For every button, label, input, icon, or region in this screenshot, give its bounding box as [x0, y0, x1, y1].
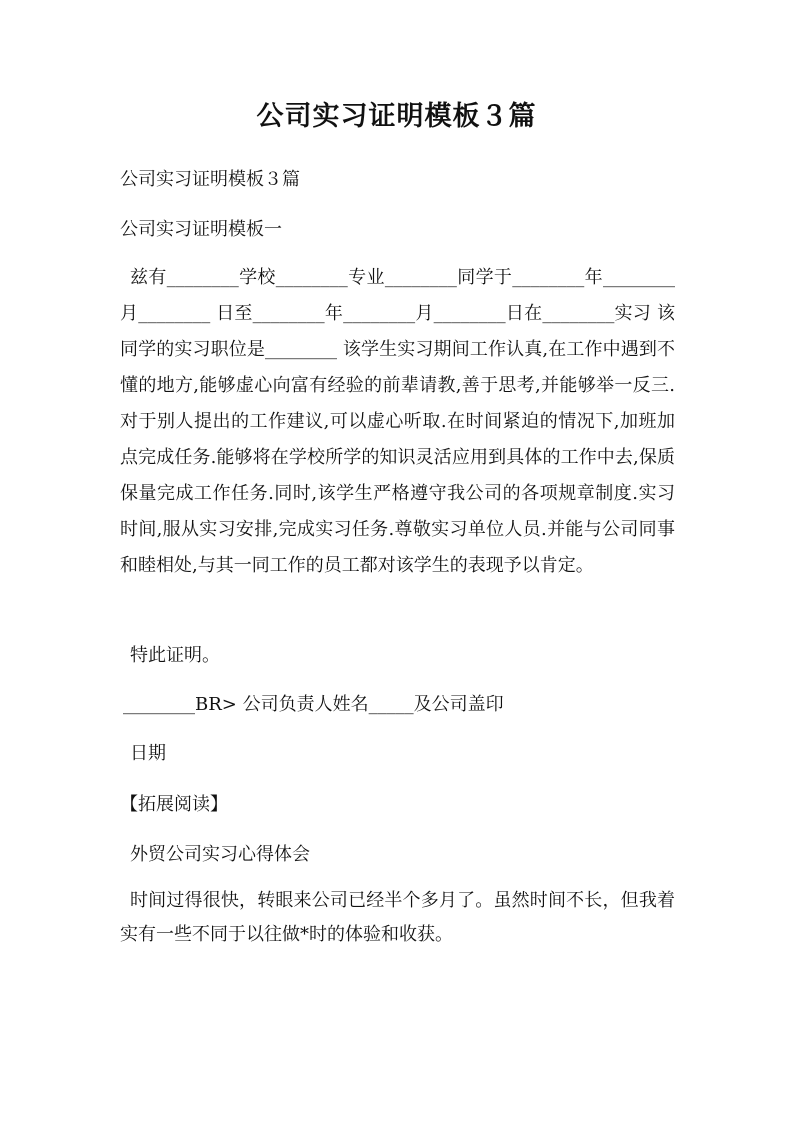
certificate-body-paragraph: 兹有________学校________专业________同学于________年________月________ 日至________年________月________日在________实习 该同学的实习职位是________ 该学生实习期间工作认真,在工作中遇到不懂的地方,能够虚心向富有经验的前辈请教,善于思考,并能够举一反三.对于别人提出的工作建议,可以虚心听取.在时间紧迫的情况下,加班加点完成任务.能够将在学校所学的知识灵活应用到具体的工作中去,保质保量完成工作任务.同时,该学生严格遵守我公司的各项规章制度.实习时间,服从实习安排,完成实习任务.尊敬实习单位人员.并能与公司同事和睦相处,与其一同工作的员工都对该学生的表现予以肯定。	[120, 267, 675, 576]
extended-reading-heading: 【拓展阅读】	[120, 794, 228, 815]
document-subtitle: 公司实习证明模板３篇	[120, 169, 300, 190]
document-title: 公司实习证明模板３篇	[256, 101, 537, 132]
section-heading: 公司实习证明模板一	[120, 219, 282, 240]
certify-statement: 特此证明。	[130, 645, 220, 666]
article-paragraph: 时间过得很快，转眼来公司已经半个多月了。虽然时间不长，但我着实有一些不同于以往做*时的体验和收获。	[120, 890, 675, 945]
article-title: 外贸公司实习心得体会	[130, 844, 310, 865]
date-line: 日期	[130, 743, 166, 764]
signature-line: ________BR> 公司负责人姓名_____及公司盖印	[123, 694, 504, 715]
